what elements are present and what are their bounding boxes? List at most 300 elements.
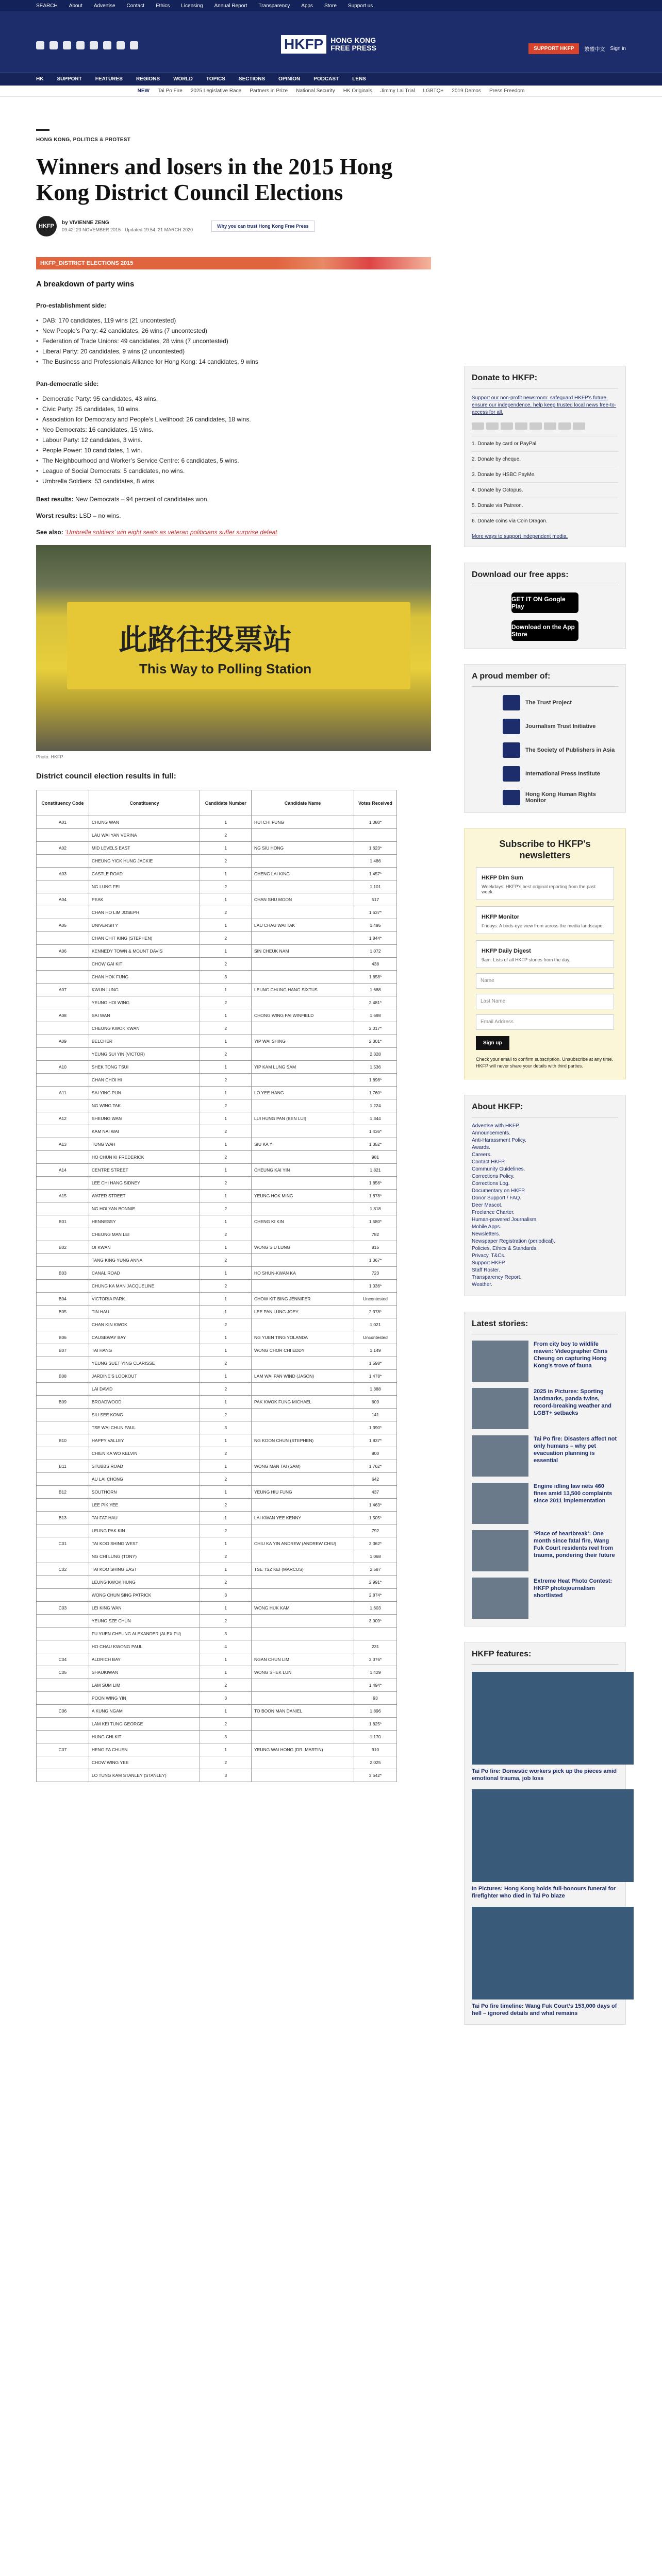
language-link[interactable]: 繁體中文	[584, 47, 605, 53]
table-cell: B12	[37, 1486, 89, 1499]
table-cell: 723	[354, 1267, 396, 1280]
about-link[interactable]: Privacy, T&Cs.	[472, 1253, 506, 1259]
threads-icon[interactable]	[76, 41, 85, 49]
table-cell: WONG CHOR CHI EDDY	[251, 1344, 354, 1357]
donate-option[interactable]: 1. Donate by card or PayPal.	[472, 436, 618, 451]
about-heading: About HKFP:	[472, 1103, 618, 1117]
subnav-item[interactable]: HK Originals	[343, 88, 372, 94]
table-cell: 1	[200, 1293, 252, 1306]
table-cell: 1,463*	[354, 1499, 396, 1512]
topbar-link[interactable]: Annual Report	[214, 3, 247, 9]
last-name-input[interactable]: Last Name	[476, 994, 614, 1009]
table-cell: 1,486	[354, 855, 396, 868]
nav-item[interactable]: LENS	[352, 76, 366, 82]
table-cell: 2	[200, 880, 252, 893]
table-row	[37, 1125, 397, 1138]
social-icons	[36, 41, 138, 49]
table-cell: 2	[200, 1151, 252, 1164]
table-cell: 1,760*	[354, 1087, 396, 1099]
table-row	[37, 1486, 397, 1499]
site-logo[interactable]	[281, 35, 376, 54]
member-logo[interactable]	[472, 766, 618, 782]
table-row	[37, 1228, 397, 1241]
about-link[interactable]: Awards.	[472, 1145, 490, 1150]
member-logo[interactable]	[472, 790, 618, 805]
table-cell: 1,352*	[354, 1138, 396, 1151]
topbar-link[interactable]: SEARCH	[36, 3, 58, 9]
latest-story[interactable]	[472, 1483, 618, 1524]
member-logo[interactable]	[472, 719, 618, 734]
table-row	[37, 1293, 397, 1306]
table-cell: MID LEVELS EAST	[89, 842, 200, 855]
nav-item[interactable]: FEATURES	[95, 76, 123, 82]
story-title: ‘Place of heartbreak’: One month since fatal fire, Wang Fuk Court residents reel from trauma, pondering their future	[534, 1531, 615, 1558]
table-cell: 1,844*	[354, 932, 396, 945]
about-link[interactable]: Donor Support / FAQ.	[472, 1195, 522, 1201]
about-link[interactable]: Corrections Policy.	[472, 1174, 515, 1179]
table-row	[37, 1383, 397, 1396]
google-play-button[interactable]: GET IT ON Google Play	[511, 592, 578, 613]
table-cell: A15	[37, 1190, 89, 1202]
nav-item[interactable]: REGIONS	[136, 76, 160, 82]
twitter-icon[interactable]	[49, 41, 58, 49]
table-cell: 3,009*	[354, 1615, 396, 1628]
table-cell: A13	[37, 1138, 89, 1151]
apps-box	[464, 563, 626, 649]
table-cell: C05	[37, 1666, 89, 1679]
about-link[interactable]: Mobile Apps.	[472, 1224, 502, 1230]
member-name: The Society of Publishers in Asia	[525, 747, 615, 753]
table-row	[37, 1177, 397, 1190]
table-row	[37, 1331, 397, 1344]
table-row	[37, 1048, 397, 1061]
table-cell: B01	[37, 1215, 89, 1228]
table-row	[37, 1087, 397, 1099]
table-row	[37, 996, 397, 1009]
table-row	[37, 1357, 397, 1370]
table-cell: CHUNG KA MAN JACQUELINE	[89, 1280, 200, 1293]
table-cell	[37, 1679, 89, 1692]
about-link[interactable]: Community Guidelines.	[472, 1166, 525, 1172]
table-cell: 2,301*	[354, 1035, 396, 1048]
table-cell: A05	[37, 919, 89, 932]
email-input[interactable]: Email Address	[476, 1014, 614, 1030]
table-cell	[37, 1718, 89, 1731]
table-row	[37, 1061, 397, 1074]
table-cell: CANAL ROAD	[89, 1267, 200, 1280]
table-cell: 1	[200, 1112, 252, 1125]
table-cell: WONG CHUN SING PATRICK	[89, 1589, 200, 1602]
member-heading: A proud member of:	[472, 672, 618, 687]
table-row	[37, 829, 397, 842]
table-cell	[37, 1074, 89, 1087]
story-thumbnail	[472, 1483, 528, 1524]
donate-text	[472, 395, 618, 416]
table-cell: 1,603	[354, 1602, 396, 1615]
table-cell	[251, 1409, 354, 1421]
signup-button[interactable]: Sign up	[476, 1036, 509, 1050]
feature-story[interactable]	[472, 1672, 618, 1782]
about-list	[472, 1123, 618, 1289]
feature-image	[472, 1672, 634, 1765]
table-cell: 1,505*	[354, 1512, 396, 1524]
topbar-link[interactable]: Contact	[126, 3, 144, 9]
member-logo[interactable]	[472, 742, 618, 758]
support-button[interactable]: SUPPORT HKFP	[528, 43, 579, 54]
table-cell: B04	[37, 1293, 89, 1306]
table-cell	[251, 958, 354, 971]
table-cell	[251, 1254, 354, 1267]
name-input[interactable]: Name	[476, 973, 614, 989]
table-row	[37, 1035, 397, 1048]
table-cell	[251, 855, 354, 868]
table-cell: YEUNG SUI YIN (VICTOR)	[89, 1048, 200, 1061]
table-cell: A01	[37, 816, 89, 829]
newsletter-option-monitor[interactable]	[476, 906, 614, 934]
table-cell: CHAN CHIT KING (STEPHEN)	[89, 932, 200, 945]
about-link[interactable]: Transparency Report.	[472, 1275, 522, 1280]
table-cell: 2,328	[354, 1048, 396, 1061]
nav-item[interactable]: WORLD	[173, 76, 193, 82]
table-cell: WATER STREET	[89, 1190, 200, 1202]
table-cell: 1	[200, 984, 252, 996]
nav-item[interactable]: SECTIONS	[238, 76, 266, 82]
table-cell: HENG FA CHUEN	[89, 1743, 200, 1756]
list-item: • The Neighbourhood and Worker’s Service Centre: 6 candidates, 5 wins.	[36, 455, 431, 466]
table-cell: 2	[200, 1756, 252, 1769]
table-cell: 815	[354, 1241, 396, 1254]
donate-list	[472, 436, 618, 529]
section-banner	[36, 257, 431, 269]
table-cell: B08	[37, 1370, 89, 1383]
table-cell: LEE PIK YEE	[89, 1499, 200, 1512]
table-cell	[37, 1447, 89, 1460]
table-cell: SAI YING PUN	[89, 1087, 200, 1099]
features-box	[464, 1642, 626, 2025]
table-cell: CHEUNG YICK HUNG JACKIE	[89, 855, 200, 868]
table-cell	[37, 1409, 89, 1421]
nav-item[interactable]: TOPICS	[206, 76, 225, 82]
table-cell	[37, 1769, 89, 1782]
table-cell: 1	[200, 1512, 252, 1524]
table-cell: 2	[200, 1099, 252, 1112]
table-cell: 792	[354, 1524, 396, 1537]
table-cell: CHEUNG KWOK KWAN	[89, 1022, 200, 1035]
table-cell	[37, 1383, 89, 1396]
topbar-link[interactable]: Apps	[301, 3, 313, 9]
subnav-item[interactable]: National Security	[296, 88, 335, 94]
card-icon	[544, 422, 556, 430]
card-icon	[486, 422, 499, 430]
more-ways-link[interactable]: More ways to support independent media.	[472, 534, 568, 539]
table-row	[37, 1099, 397, 1112]
table-row	[37, 1563, 397, 1576]
article-category[interactable]: HONG KONG, POLITICS & PROTEST	[36, 137, 131, 143]
latest-story[interactable]	[472, 1578, 618, 1619]
about-link[interactable]: Contact HKFP.	[472, 1159, 506, 1165]
table-cell: 1,821	[354, 1164, 396, 1177]
subnav-item[interactable]: Partners in Prize	[250, 88, 288, 94]
table-cell: 2	[200, 1074, 252, 1087]
topbar-link[interactable]: Licensing	[181, 3, 203, 9]
member-logo-icon	[503, 766, 520, 782]
latest-story[interactable]	[472, 1388, 618, 1429]
author[interactable]: by VIVIENNE ZENG	[62, 220, 109, 226]
list-item: • Umbrella Soldiers: 53 candidates, 8 wins.	[36, 476, 431, 486]
topbar-link[interactable]: Store	[324, 3, 337, 9]
subnav-item[interactable]: Press Freedom	[489, 88, 525, 94]
table-cell: A09	[37, 1035, 89, 1048]
podcast-icon[interactable]	[117, 41, 125, 49]
table-cell: HUI CHI FUNG	[251, 816, 354, 829]
about-link[interactable]: Support HKFP.	[472, 1260, 506, 1266]
latest-story[interactable]	[472, 1435, 618, 1477]
table-cell: CHAN HOK FUNG	[89, 971, 200, 984]
table-cell: CHEUNG MAN LEI	[89, 1228, 200, 1241]
table-cell: 2	[200, 1447, 252, 1460]
table-cell: TANG KING YUNG ANNA	[89, 1254, 200, 1267]
table-cell: 2	[200, 855, 252, 868]
table-cell: 2	[200, 1125, 252, 1138]
mail-icon[interactable]	[103, 41, 111, 49]
table-cell: LAM SUM LIM	[89, 1679, 200, 1692]
topbar-link[interactable]: Ethics	[155, 3, 170, 9]
logo-name-line1: HONG KONG	[330, 36, 376, 44]
about-link[interactable]: Newspaper Registration (periodical).	[472, 1239, 555, 1244]
about-link[interactable]: Careers.	[472, 1152, 492, 1158]
table-cell: 3,376*	[354, 1653, 396, 1666]
photo-caption: Photo: HKFP	[36, 754, 63, 759]
table-row	[37, 1743, 397, 1756]
about-link[interactable]: Deer Mascot.	[472, 1202, 503, 1208]
table-row	[37, 971, 397, 984]
table-cell: 1,858*	[354, 971, 396, 984]
table-cell: 1	[200, 1241, 252, 1254]
worst-results	[36, 512, 431, 519]
table-row	[37, 1524, 397, 1537]
pro-heading: Pro-establishment side:	[36, 302, 107, 309]
table-cell	[37, 829, 89, 842]
table-row	[37, 906, 397, 919]
table-cell	[37, 1692, 89, 1705]
table-cell: 2	[200, 1524, 252, 1537]
topbar-link[interactable]: Support us	[347, 3, 373, 9]
table-cell: 2,481*	[354, 996, 396, 1009]
table-row	[37, 1215, 397, 1228]
table-cell	[251, 1099, 354, 1112]
table-cell: 1	[200, 945, 252, 958]
about-link[interactable]: Human-powered Journalism.	[472, 1217, 538, 1223]
table-row	[37, 1421, 397, 1434]
table-cell: 1	[200, 1306, 252, 1318]
table-cell: 1	[200, 1370, 252, 1383]
table-cell: 1,637*	[354, 906, 396, 919]
feature-story[interactable]	[472, 1789, 618, 1900]
donate-option[interactable]: 2. Donate by cheque.	[472, 451, 618, 467]
table-row	[37, 1718, 397, 1731]
table-cell	[37, 1640, 89, 1653]
donate-option[interactable]: 4. Donate by Octopus.	[472, 482, 618, 498]
results-table	[36, 790, 397, 1782]
table-cell: 1	[200, 1705, 252, 1718]
donate-option[interactable]: 3. Donate by HSBC PayMe.	[472, 467, 618, 482]
table-row	[37, 1512, 397, 1524]
table-cell: 1	[200, 816, 252, 829]
table-cell: 1,878*	[354, 1190, 396, 1202]
table-cell: 981	[354, 1151, 396, 1164]
table-header: Constituency Code	[37, 790, 89, 816]
member-logo[interactable]	[472, 695, 618, 710]
about-link[interactable]: Policies, Ethics & Standards.	[472, 1246, 538, 1251]
pan-heading: Pan-democratic side:	[36, 380, 99, 387]
about-link[interactable]: Freelance Charter.	[472, 1210, 515, 1215]
donate-link[interactable]: Support our non-profit newsroom: safeguard HKFP's future, ensure our independence, help keep trusted local news free-to-access for all.	[472, 395, 617, 415]
table-row	[37, 1692, 397, 1705]
table-cell: 1,344	[354, 1112, 396, 1125]
nav-item[interactable]: OPINION	[278, 76, 301, 82]
table-row	[37, 842, 397, 855]
table-row	[37, 958, 397, 971]
subnav-item[interactable]: LGBTQ+	[423, 88, 444, 94]
table-cell: CASTLE ROAD	[89, 868, 200, 880]
story-title: Tai Po fire: Disasters affect not only humans – why pet evacuation planning is essential	[534, 1436, 617, 1464]
card-icon	[529, 422, 542, 430]
feature-story[interactable]	[472, 1907, 618, 2017]
nav-item[interactable]: HK	[36, 76, 44, 82]
table-cell: HO SHUN-KWAN KA	[251, 1267, 354, 1280]
table-cell	[251, 1048, 354, 1061]
avatar: HKFP	[36, 216, 57, 236]
list-item: • Liberal Party: 20 candidates, 9 wins (2 uncontested)	[36, 346, 431, 357]
table-row	[37, 1640, 397, 1653]
table-cell	[37, 1357, 89, 1370]
about-link[interactable]: Newsletters.	[472, 1231, 501, 1237]
donate-option[interactable]: 5. Donate via Patreon.	[472, 498, 618, 513]
facebook-icon[interactable]	[36, 41, 44, 49]
table-header: Votes Received	[354, 790, 396, 816]
table-row	[37, 1756, 397, 1769]
nav-item[interactable]: SUPPORT	[57, 76, 82, 82]
about-link[interactable]: Anti-Harassment Policy.	[472, 1138, 526, 1143]
table-cell: 2	[200, 1383, 252, 1396]
story-thumbnail	[472, 1388, 528, 1429]
table-cell: SIN CHEUK NAM	[251, 945, 354, 958]
worst-label: Worst results:	[36, 512, 78, 519]
table-cell: YEUNG SZE CHUN	[89, 1615, 200, 1628]
signin-link[interactable]: Sign in	[610, 46, 626, 52]
table-cell: C06	[37, 1705, 89, 1718]
article-title: Winners and losers in the 2015 Hong Kong District Council Elections	[36, 154, 393, 205]
table-row	[37, 945, 397, 958]
table-cell: 1	[200, 1267, 252, 1280]
table-row	[37, 880, 397, 893]
about-link[interactable]: Documentary on HKFP.	[472, 1188, 526, 1194]
about-link[interactable]: Staff Roster.	[472, 1267, 500, 1273]
about-link[interactable]: Corrections Log.	[472, 1181, 510, 1187]
see-also-link[interactable]: ‘Umbrella soldiers’ win eight seats as veteran politicians suffer surprise defeat	[65, 529, 277, 536]
newsletter-option-dimsum[interactable]	[476, 867, 614, 900]
subnav-item[interactable]: NEW	[137, 88, 150, 94]
table-cell: LAU WAI YAN VERINA	[89, 829, 200, 842]
newsletter-option-digest[interactable]	[476, 940, 614, 968]
table-cell	[251, 880, 354, 893]
table-cell	[37, 1576, 89, 1589]
table-cell: STUBBS ROAD	[89, 1460, 200, 1473]
topbar-link[interactable]: About	[69, 3, 82, 9]
table-cell: KWUN LUNG	[89, 984, 200, 996]
list-item: • League of Social Democrats: 5 candidates, no wins.	[36, 466, 431, 476]
apps-heading: Download our free apps:	[472, 570, 618, 585]
table-cell	[354, 1628, 396, 1640]
sub-nav	[0, 86, 662, 97]
table-cell: 2	[200, 932, 252, 945]
table-cell: WONG MAN TAI (SAM)	[251, 1460, 354, 1473]
table-cell: CHIU KA YIN ANDREW (ANDREW CHIU)	[251, 1537, 354, 1550]
table-cell: 1,367*	[354, 1254, 396, 1267]
topbar-link[interactable]: Advertise	[93, 3, 115, 9]
table-cell: VICTORIA PARK	[89, 1293, 200, 1306]
table-cell: 1	[200, 868, 252, 880]
table-cell: B03	[37, 1267, 89, 1280]
worst-text: LSD – no wins.	[77, 512, 121, 519]
latest-story[interactable]	[472, 1530, 618, 1571]
table-row	[37, 1022, 397, 1035]
table-cell	[251, 1628, 354, 1640]
table-cell: B11	[37, 1460, 89, 1473]
table-cell: 2	[200, 1357, 252, 1370]
table-row	[37, 1396, 397, 1409]
member-name: International Press Institute	[525, 771, 600, 777]
instagram-icon[interactable]	[63, 41, 71, 49]
table-row	[37, 1254, 397, 1267]
latest-story[interactable]	[472, 1341, 618, 1382]
youtube-icon[interactable]	[90, 41, 98, 49]
rss-icon[interactable]	[130, 41, 138, 49]
table-cell: SAI WAN	[89, 1009, 200, 1022]
table-cell	[251, 1692, 354, 1705]
table-row	[37, 1267, 397, 1280]
app-store-button[interactable]: Download on the App Store	[511, 620, 578, 641]
latest-box	[464, 1312, 626, 1626]
table-cell: NG LUNG FEI	[89, 880, 200, 893]
table-cell: 2	[200, 1576, 252, 1589]
about-link[interactable]: Weather.	[472, 1282, 492, 1287]
subnav-item[interactable]: Jimmy Lai Trial	[380, 88, 415, 94]
table-cell: 1	[200, 1653, 252, 1666]
table-cell: HUNG CHI KIT	[89, 1731, 200, 1743]
card-icon	[515, 422, 527, 430]
story-title: Engine idling law nets 460 fines amid 13,500 complaints since 2011 implementation	[534, 1483, 613, 1504]
about-link[interactable]: Announcements.	[472, 1130, 511, 1136]
best-text: New Democrats – 94 percent of candidates won.	[73, 496, 209, 503]
topbar-link[interactable]: Transparency	[258, 3, 290, 9]
table-cell: NG SIU HONG	[251, 842, 354, 855]
subnav-item[interactable]: 2025 Legislative Race	[190, 88, 242, 94]
subnav-item[interactable]: 2019 Demos	[452, 88, 481, 94]
feature-title: Tai Po fire timeline: Wang Fuk Court’s 153,000 days of hell – ignored details and what remains	[472, 2003, 617, 2016]
sign-text-english: This Way to Polling Station	[139, 661, 312, 676]
table-cell: 1,072	[354, 945, 396, 958]
table-cell: 2,378*	[354, 1306, 396, 1318]
about-link[interactable]: Advertise with HKFP.	[472, 1123, 520, 1129]
table-row	[37, 868, 397, 880]
option-title: HKFP Monitor	[482, 914, 520, 920]
nav-item[interactable]: PODCAST	[313, 76, 339, 82]
subnav-item[interactable]: Tai Po Fire	[157, 88, 183, 94]
donate-option[interactable]: 6. Donate coins via Coin Dragon.	[472, 513, 618, 529]
trust-link[interactable]: Why you can trust Hong Kong Free Press	[211, 221, 315, 232]
see-label: See also:	[36, 529, 63, 536]
